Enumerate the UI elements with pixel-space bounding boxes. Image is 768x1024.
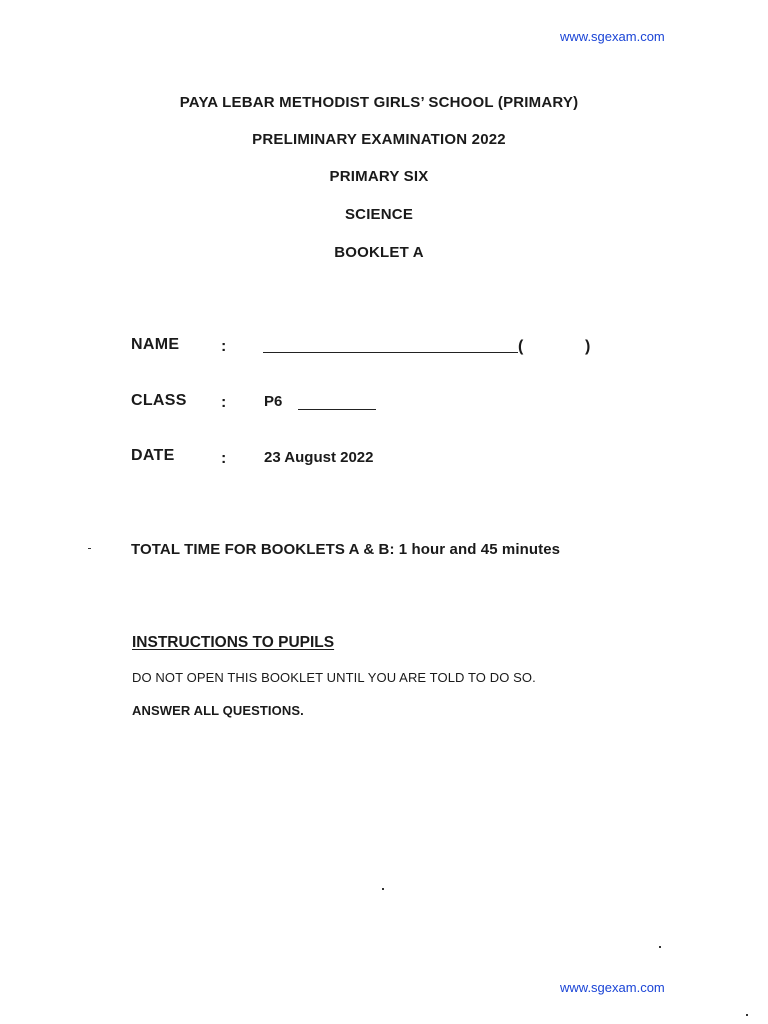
header-website-link[interactable]: www.sgexam.com (560, 29, 665, 44)
date-label: DATE (131, 447, 175, 464)
name-label: NAME (131, 336, 180, 353)
instruction-line: ANSWER ALL QUESTIONS. (132, 703, 304, 718)
scan-speck (659, 946, 661, 948)
footer-website-link[interactable]: www.sgexam.com (560, 980, 665, 995)
class-colon: : (221, 394, 227, 411)
exam-title: PRELIMINARY EXAMINATION 2022 (252, 131, 506, 148)
level-title: PRIMARY SIX (329, 168, 429, 185)
booklet-title: BOOKLET A (334, 244, 424, 261)
register-number-close-paren: ) (585, 338, 591, 355)
class-label: CLASS (131, 392, 187, 409)
name-colon: : (221, 338, 227, 355)
class-blank-line (298, 409, 376, 410)
scan-speck (746, 1014, 748, 1016)
total-time-text: TOTAL TIME FOR BOOKLETS A & B: 1 hour and 45 minutes (131, 541, 561, 558)
instructions-heading: INSTRUCTIONS TO PUPILS (132, 634, 335, 651)
date-colon: : (221, 450, 227, 467)
subject-title: SCIENCE (344, 206, 414, 223)
name-blank-line (263, 352, 518, 353)
instruction-line: DO NOT OPEN THIS BOOKLET UNTIL YOU ARE TOLD TO DO SO. (132, 670, 536, 685)
register-number-open-paren: ( (518, 338, 524, 355)
scan-speck (382, 888, 384, 890)
class-value: P6 (264, 393, 283, 410)
date-value: 23 August 2022 (264, 449, 374, 466)
school-name: PAYA LEBAR METHODIST GIRLS’ SCHOOL (PRIMARY) (179, 94, 579, 111)
scan-speck (88, 548, 91, 549)
